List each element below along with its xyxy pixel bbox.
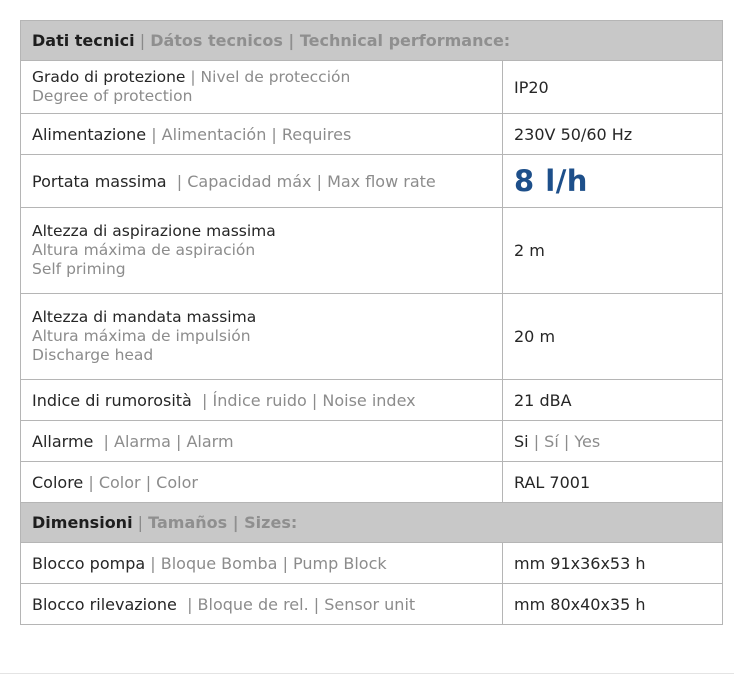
section-header-technical: [21, 21, 723, 61]
label-es: Alimentación: [161, 124, 267, 144]
value-it: Si: [514, 431, 529, 451]
table-row: [21, 155, 723, 208]
label-cell: Blocco pompa | Bloque Bomba | Pump Block: [21, 543, 503, 584]
value-cell: 21 dBA: [503, 380, 723, 421]
label-it: Alimentazione: [32, 124, 147, 144]
value-cell: IP20: [503, 61, 723, 114]
label-cell: [21, 208, 503, 294]
label-es: Alarma: [114, 431, 171, 451]
label-en: Alarm: [186, 431, 234, 451]
value-cell: 230V 50/60 Hz: [503, 114, 723, 155]
value-cell: 20 m: [503, 294, 723, 380]
label-en: Sensor unit: [324, 594, 416, 614]
section-subtitle: Dátos tecnicos | Technical performance:: [150, 31, 511, 50]
section-title: Dimensioni: [32, 513, 133, 532]
label-es: Altura máxima de impulsión: [32, 327, 251, 345]
value-es: Sí: [544, 431, 559, 451]
technical-data-table-wrapper: [20, 20, 722, 625]
value-cell: mm 91x36x53 h: [503, 543, 723, 584]
label-it: Colore: [32, 472, 84, 492]
label-cell: Colore | Color | Color: [21, 462, 503, 503]
label-en: Discharge head: [32, 346, 154, 364]
label-it: Grado di protezione: [32, 68, 186, 86]
value-cell: RAL 7001: [503, 462, 723, 503]
table-row: [21, 543, 723, 584]
label-en: Self priming: [32, 260, 126, 278]
label-es: Capacidad máx: [187, 171, 312, 191]
label-es: Bloque Bomba: [160, 553, 278, 573]
flow-rate-value: 8 l/h: [514, 164, 588, 198]
label-it: Allarme: [32, 431, 94, 451]
table-row: [21, 294, 723, 380]
label-en: Pump Block: [293, 553, 387, 573]
label-cell: Blocco rilevazione | Bloque de rel. | Sensor unit: [21, 584, 503, 625]
label-es: Color: [98, 472, 141, 492]
label-cell: Indice di rumorosità | Índice ruido | Noise index: [21, 380, 503, 421]
label-it: Portata massima: [32, 171, 167, 191]
technical-data-table: [20, 20, 723, 625]
table-row: [21, 421, 723, 462]
label-cell: [21, 294, 503, 380]
label-cell: Grado di protezione | Nivel de protección Degree of protection: [21, 61, 503, 114]
value-cell: mm 80x40x35 h: [503, 584, 723, 625]
label-es: Nivel de protección: [200, 68, 351, 86]
label-es: Altura máxima de aspiración: [32, 241, 256, 259]
table-row: [21, 462, 723, 503]
table-row: [21, 380, 723, 421]
label-it: Indice di rumorosità: [32, 390, 192, 410]
page-divider: [0, 673, 734, 674]
table-row: [21, 584, 723, 625]
section-header-dimensions: [21, 503, 723, 543]
label-cell: Alimentazione | Alimentación | Requires: [21, 114, 503, 155]
label-it: Blocco pompa: [32, 553, 146, 573]
value-cell: [503, 155, 723, 208]
label-it: Altezza di aspirazione massima: [32, 222, 276, 240]
section-header-cell: Dati tecnici | Dátos tecnicos | Technical performance:: [21, 21, 723, 61]
table-row: [21, 208, 723, 294]
label-it: Altezza di mandata massima: [32, 308, 257, 326]
label-en: Color: [156, 472, 198, 492]
section-title: Dati tecnici: [32, 31, 135, 50]
label-es: Índice ruido: [212, 390, 307, 410]
section-subtitle: Tamaños | Sizes:: [148, 513, 298, 532]
label-cell: Portata massima | Capacidad máx | Max flow rate: [21, 155, 503, 208]
label-en: Max flow rate: [327, 171, 436, 191]
label-en: Noise index: [322, 390, 416, 410]
label-cell: Allarme | Alarma | Alarm: [21, 421, 503, 462]
label-en: Degree of protection: [32, 87, 193, 105]
value-cell: Si | Sí | Yes: [503, 421, 723, 462]
label-es: Bloque de rel.: [197, 594, 309, 614]
section-header-cell: Dimensioni | Tamaños | Sizes:: [21, 503, 723, 543]
value-en: Yes: [574, 431, 601, 451]
label-it: Blocco rilevazione: [32, 594, 177, 614]
label-en: Requires: [281, 124, 352, 144]
value-cell: 2 m: [503, 208, 723, 294]
table-row: [21, 114, 723, 155]
table-row: [21, 61, 723, 114]
